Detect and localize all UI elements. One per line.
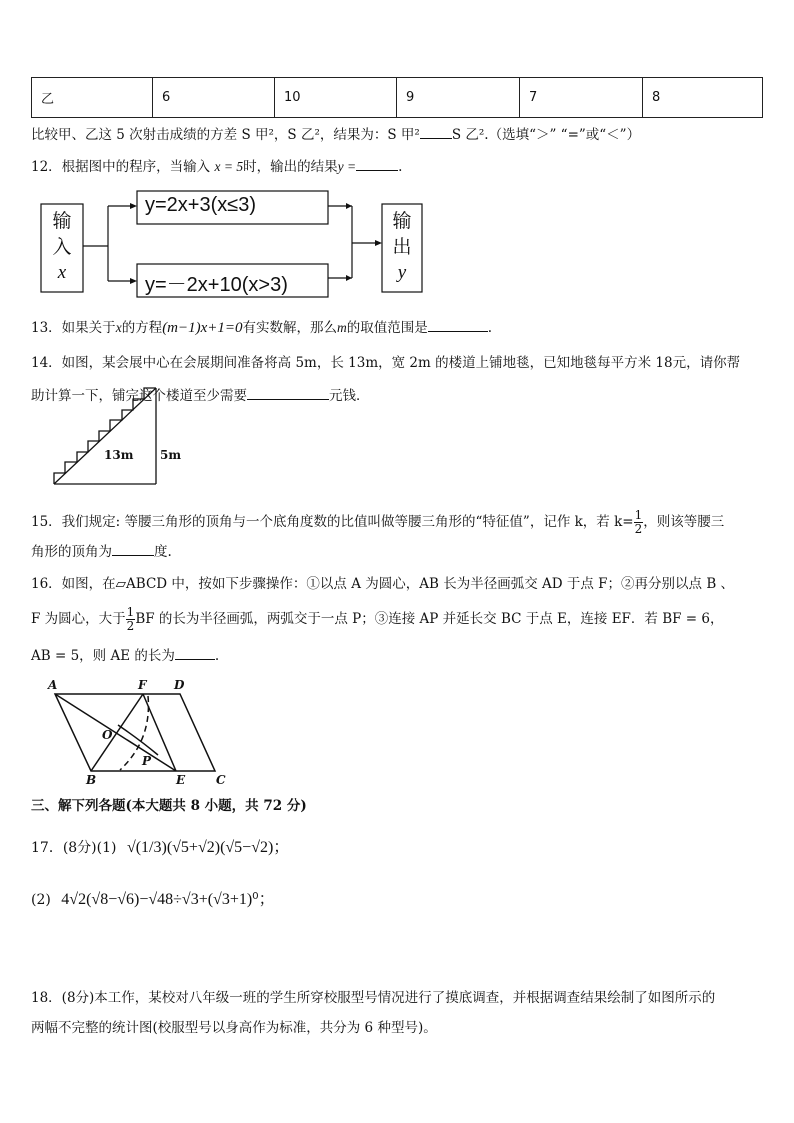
q16-text-a: AB = 5，则 AE 的长为 [31,648,175,664]
hypotenuse-label: 13m [104,448,134,462]
point-label-p: P [142,754,152,768]
q16-text-b: BF 的长为半径画弧，两弧交于一点 P；③连接 AP 并延长交 BC 于点 E，连接 EF．若 BF = 6， [135,611,724,627]
q13-equation: (m−1)x+1=0 [162,320,243,336]
q18-line1: 18．(8分)本工作，某校对八年级一班的学生所穿校服型号情况进行了摸底调查，并根据调查结果绘制了如图所示的 [31,990,716,1006]
q12-text-c: . [398,159,403,175]
q13-text-b: 的方程 [121,320,163,336]
point-label-d: D [174,678,185,692]
table-cell: 7 [520,78,643,118]
fraction [126,606,136,633]
q12-text-a: 12．根据图中的程序，当输入 [31,159,215,175]
answer-blank [247,386,329,400]
table-cell: 8 [643,78,763,118]
q17-part1-expression: √(1/3)(√5+√2)(√5−√2)； [126,839,290,856]
input-label-char: 输 [52,210,72,232]
q14-text-b: 元钱． [329,388,370,404]
q15-text-a: 角形的顶角为 [31,544,112,560]
q11-text [31,125,640,145]
input-box [41,208,83,286]
q17-part1 [31,834,289,862]
q13-text-d: 的取值范围是 [346,320,428,336]
point-label-f: F [138,678,147,692]
q18-line2: 两幅不完整的统计图(校服型号以身高作为标准，共分为 6 种型号)。 [31,1020,437,1036]
q14-line1: 14．如图，某会展中心在会展期间准备将高 5m，长 13m，宽 2m 的楼道上铺地毯，已知地毯每平方米 18元，请你帮 [31,355,741,371]
q14-text-a: 助计算一下，铺完这个楼道至少需要 [31,388,247,404]
q15-line2 [31,542,172,562]
q11-text-a: 比较甲、乙这 5 次射击成绩的方差 S 甲²，S 乙²，结果为：S 甲² [31,127,420,143]
fraction-denominator: 2 [126,619,135,633]
answer-blank [428,318,488,332]
branch-top: y=2x+3(x≤3) [145,194,257,216]
q13-text-a: 13．如果关于 [31,320,116,336]
output-variable: y [397,262,407,283]
q13-text-e: . [487,320,493,336]
q16-line2 [31,601,724,637]
q13-var-m: m [337,320,347,335]
branch-bottom: y=－2x+10(x>3) [145,274,288,296]
fraction [634,509,644,536]
output-label-char: 出 [392,236,412,258]
q15-line1 [31,504,724,540]
output-box [382,208,422,286]
table-cell: 乙 [32,78,153,118]
fraction-numerator: 1 [634,508,643,522]
q16-line1: 16．如图，在▱ABCD 中，按如下步骤操作：①以点 A 为圆心，AB 长为半径画弧交 AD 于点 F；②再分别以点 B 、 [31,576,735,592]
q15-text-b: 度. [154,544,172,560]
q13-var-x: x [115,320,122,335]
q13-text [31,318,492,338]
table-row [32,78,763,118]
point-label-a: A [48,678,58,692]
q12-y-eq: y = [337,159,357,174]
section-heading: 三、解下列各题(本大题共 8 小题，共 72 分) [31,798,307,814]
point-label-b: B [86,773,97,787]
fraction-numerator: 1 [126,605,135,619]
q13-text-c: 有实数解，那么 [242,320,338,336]
q12-text [31,157,402,177]
q15-text-a: 15．我们规定: 等腰三角形的顶角与一个底角度数的比值叫做等腰三角形的“特征值”，记作 k，若 k= [31,514,634,530]
height-label: 5m [160,448,182,462]
fraction-denominator: 2 [634,522,643,536]
q17-part1-label: 17．(8分)(1) [31,840,117,856]
q15-text-b: ，则该等腰三 [643,514,725,530]
q12-text-b: 时，输出的结果 [243,159,338,175]
score-table [31,77,763,118]
q11-text-b: S 乙².（选填“＞” “=”或“＜”） [451,127,641,143]
q17-part2-label: (2) [31,892,51,908]
output-label-char: 输 [392,210,412,232]
answer-blank [112,542,154,556]
q17-part2 [31,886,275,914]
q14-line2 [31,386,370,406]
point-label-e: E [176,773,186,787]
q12-condition: x = 5 [214,159,244,174]
table-cell: 10 [275,78,397,118]
q17-part2-expression: 4√2(√8−√6)−√48÷√3+(√3+1)⁰； [61,891,275,908]
input-label-char: 入 [52,236,72,258]
q16-text-a: F 为圆心，大于 [31,611,126,627]
input-variable: x [57,262,67,283]
answer-blank [420,125,452,139]
q16-line3 [31,646,219,666]
point-label-o: O [102,728,113,742]
answer-blank [175,646,215,660]
table-cell: 6 [153,78,275,118]
table-cell: 9 [397,78,520,118]
point-label-c: C [216,773,226,787]
answer-blank [356,157,398,171]
q16-text-b: . [214,648,220,664]
